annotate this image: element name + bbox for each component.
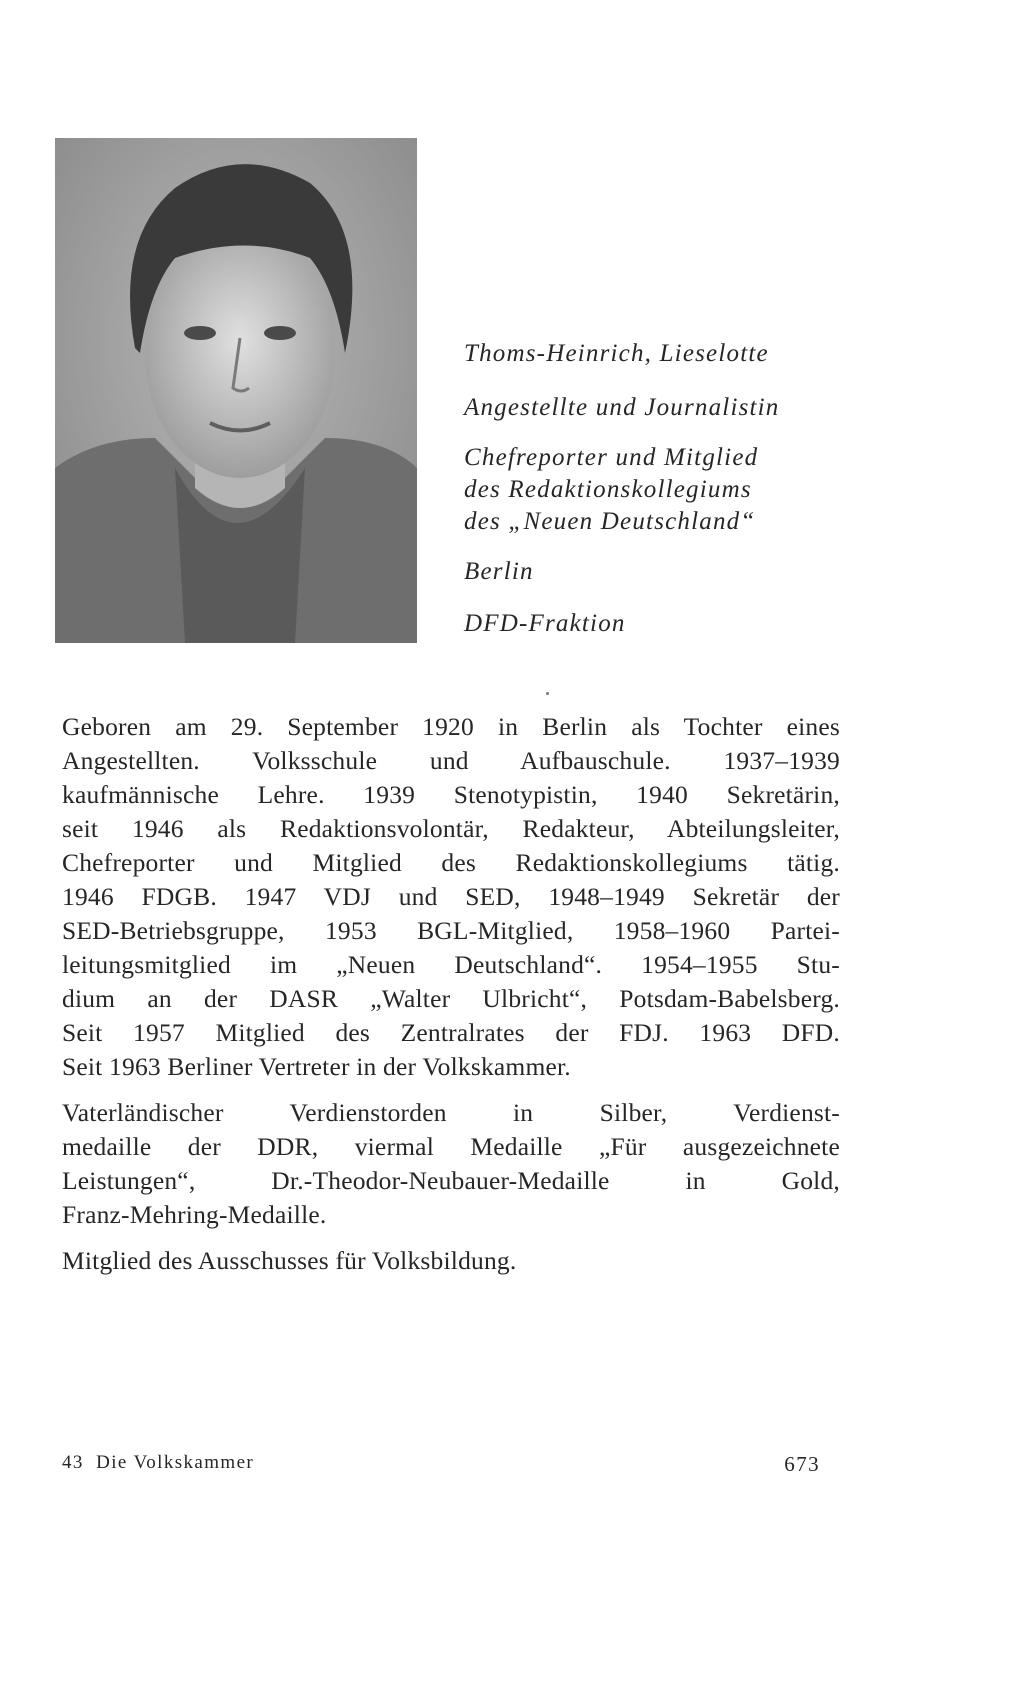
text-line: Leistungen“, Dr.-Theodor-Neubauer-Medaille in Gold, <box>62 1166 840 1195</box>
text-line: Chefreporter und Mitglied des Redaktionskollegiums tätig. <box>62 848 840 877</box>
text-line: seit 1946 als Redaktionsvolontär, Redakteur, Abteilungsleiter, <box>62 814 840 843</box>
person-faction: DFD-Fraktion <box>464 610 626 637</box>
person-city: Berlin <box>464 558 534 585</box>
portrait-photo <box>55 138 417 643</box>
portrait-image <box>55 138 417 643</box>
person-name: Thoms-Heinrich, Lieselotte <box>464 340 769 367</box>
text-line: 1946 FDGB. 1947 VDJ und SED, 1948–1949 Sekretär der <box>62 882 840 911</box>
text-line: Mitglied des Ausschusses für Volksbildung. <box>62 1246 517 1275</box>
footer-signature: 43 <box>62 1452 84 1473</box>
text-line: SED-Betriebsgruppe, 1953 BGL-Mitglied, 1958–1960 Partei- <box>62 916 840 945</box>
text-line: leitungsmitglied im „Neuen Deutschland“. 1954–1955 Stu- <box>62 950 840 979</box>
text-line: Geboren am 29. September 1920 in Berlin als Tochter eines <box>62 712 840 741</box>
biography <box>62 710 840 1290</box>
text-line: Vaterländischer Verdienstorden in Silber, Verdienst- <box>62 1098 840 1127</box>
position-line: des Redaktionskollegiums <box>464 476 752 503</box>
position-line: des „Neuen Deutschland“ <box>464 508 756 535</box>
text-line: Seit 1957 Mitglied des Zentralrates der FDJ. 1963 DFD. <box>62 1018 840 1047</box>
biography-paragraph-awards <box>62 1096 840 1232</box>
person-occupation: Angestellte und Journalistin <box>464 394 780 421</box>
text-line: kaufmännische Lehre. 1939 Stenotypistin, 1940 Sekretärin, <box>62 780 840 809</box>
page-number: 673 <box>784 1452 820 1476</box>
person-position <box>464 442 758 538</box>
text-line: medaille der DDR, viermal Medaille „Für ausgezeichnete <box>62 1132 840 1161</box>
text-line: Franz-Mehring-Medaille. <box>62 1200 327 1229</box>
biography-paragraph-career <box>62 710 840 1084</box>
biography-paragraph-committee <box>62 1244 840 1278</box>
text-line: Seit 1963 Berliner Vertreter in der Volkskammer. <box>62 1052 571 1081</box>
footer-title: Die Volkskammer <box>96 1452 255 1473</box>
position-line: Chefreporter und Mitglied <box>464 444 759 471</box>
text-line: dium an der DASR „Walter Ulbricht“, Potsdam-Babelsberg. <box>62 984 840 1013</box>
footer-left <box>62 1452 254 1474</box>
separator-dot <box>546 692 549 695</box>
text-line: Angestellten. Volksschule und Aufbauschule. 1937–1939 <box>62 746 840 775</box>
